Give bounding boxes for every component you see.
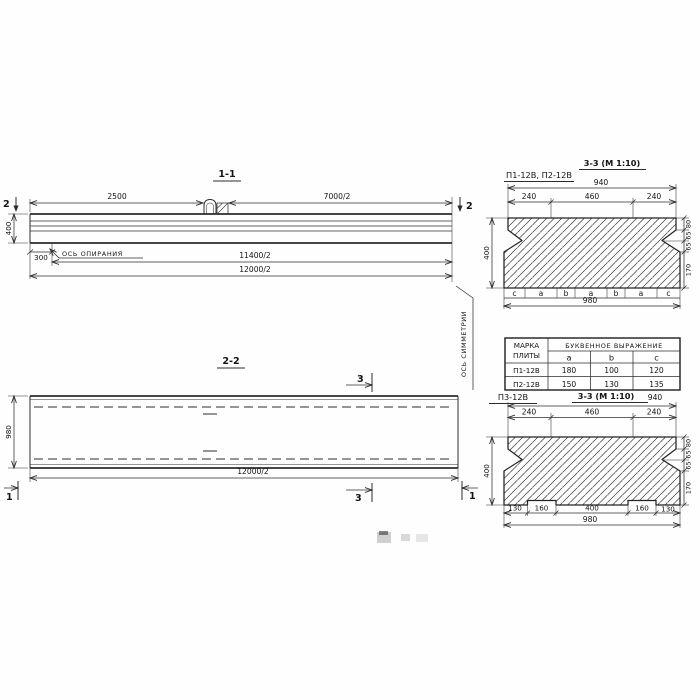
- lower-160a: 160: [534, 503, 549, 513]
- dim-7000-2-label: 7000/2: [323, 192, 351, 201]
- table-col-c: c: [654, 352, 659, 363]
- section-1-1-title: 1-1: [218, 169, 236, 180]
- section-3-3-upper-subtitle: П1-12В, П2-12В: [506, 170, 572, 180]
- cut-marker-3-bottom: [346, 483, 372, 504]
- lower-r170: 170: [684, 481, 693, 495]
- cut-marker-1-right-label: 1: [469, 491, 476, 502]
- section-1-1-view: [3, 169, 473, 282]
- symmetry-axis-label: ОСЬ СИММЕТРИИ: [460, 310, 468, 378]
- section-3-3-upper: [482, 158, 693, 309]
- lower-460-label: 460: [584, 407, 600, 417]
- cut-marker-3-bottom-label: 3: [355, 493, 362, 504]
- plate-table: [505, 338, 680, 390]
- dim-300-bearing: [27, 243, 143, 279]
- symmetry-axis-callout: [456, 286, 473, 390]
- row1-mark: П1-12В: [513, 366, 540, 375]
- dim-11400-2-label: 11400/2: [239, 251, 271, 260]
- upper-r80: 80: [684, 219, 693, 229]
- scan-artifacts: [377, 531, 428, 543]
- lower-940-label: 940: [647, 393, 663, 402]
- table-col-a: a: [566, 352, 572, 363]
- lower-130b: 130: [661, 504, 675, 514]
- upper-r65b: 65: [684, 242, 693, 251]
- cut-marker-1-right: [462, 481, 478, 502]
- dim-12000-2-top-label: 12000/2: [239, 265, 271, 274]
- table-col-b: b: [608, 352, 615, 363]
- section-3-3-upper-title: 3-3 (М 1:10): [583, 158, 641, 168]
- section-2-2-view: [4, 286, 478, 504]
- upper-r170: 170: [684, 263, 693, 277]
- dim-12000-2-plan: [30, 467, 458, 482]
- table-col1-line1: МАРКА: [513, 341, 540, 350]
- lower-r80: 80: [684, 438, 693, 448]
- lower-cross-section: [504, 437, 680, 505]
- cut-marker-2-left: [3, 197, 19, 212]
- lower-top-dims: [508, 402, 676, 437]
- dim-12000-2-top: [30, 265, 452, 276]
- lower-980-label: 980: [582, 515, 598, 524]
- cut-marker-2-left-label: 2: [3, 199, 10, 210]
- row2-c: 135: [649, 380, 664, 389]
- upper-top-dims: [508, 178, 676, 218]
- row2-a: 150: [561, 380, 577, 389]
- row1-a: 180: [561, 366, 577, 375]
- row1-c: 120: [649, 366, 664, 375]
- lower-400-label: 400: [482, 464, 491, 478]
- section-3-3-lower-mark: П3-12В: [497, 392, 529, 402]
- letter-c2: c: [666, 289, 671, 298]
- section-3-3-lower: [482, 391, 693, 528]
- table-row: [513, 380, 664, 389]
- lifting-loop: [204, 200, 228, 215]
- dim-400-left-label: 400: [4, 221, 13, 236]
- cut-marker-3-top: [346, 373, 372, 392]
- dim-980-plan: [4, 396, 28, 468]
- bearing-axis-label: ОСЬ ОПИРАНИЯ: [62, 250, 123, 258]
- scan-artifact: [401, 534, 410, 541]
- lower-160b: 160: [635, 503, 649, 513]
- table-row: [513, 366, 664, 375]
- row1-b: 100: [604, 366, 619, 375]
- letter-c1: c: [512, 289, 517, 298]
- scan-artifact: [379, 531, 388, 535]
- cut-marker-1-left: [4, 481, 18, 503]
- lower-r65a: 65: [684, 450, 693, 459]
- cut-marker-1-left-label: 1: [6, 492, 13, 503]
- scan-artifact: [416, 534, 428, 542]
- upper-cross-section: [504, 218, 680, 288]
- upper-400-label: 400: [482, 246, 491, 260]
- cut-marker-2-right-label: 2: [466, 201, 473, 212]
- row2-mark: П2-12В: [513, 380, 540, 389]
- row2-b: 130: [604, 380, 619, 389]
- upper-980-label: 980: [582, 296, 598, 305]
- dim-2500-label: 2500: [107, 192, 127, 201]
- dim-7000-2: [229, 192, 452, 203]
- upper-940-label: 940: [593, 178, 609, 187]
- upper-r65a: 65: [684, 231, 693, 240]
- letter-b2: b: [613, 289, 619, 298]
- lower-400: 400: [585, 503, 599, 513]
- lower-240b-label: 240: [646, 407, 662, 417]
- letter-a1: a: [538, 289, 544, 298]
- lower-r65b: 65: [684, 461, 693, 470]
- table-col1-line2: ПЛИТЫ: [513, 351, 540, 360]
- upper-240b-label: 240: [646, 192, 662, 201]
- section-2-2-title: 2-2: [222, 356, 240, 367]
- lower-130a: 130: [508, 503, 522, 513]
- letter-a2: a: [588, 289, 594, 298]
- cut-marker-3-top-label: 3: [357, 374, 364, 385]
- letter-b1: b: [563, 289, 569, 298]
- dim-2500: [30, 192, 203, 212]
- letter-a3: a: [638, 289, 644, 298]
- upper-460-label: 460: [584, 192, 600, 201]
- dim-12000-2-plan-label: 12000/2: [237, 467, 269, 476]
- table-group-header: БУКВЕННОЕ ВЫРАЖЕНИЕ: [565, 342, 663, 350]
- lower-240a-label: 240: [521, 407, 537, 417]
- lower-bottom-dims: [504, 503, 680, 528]
- dim-300-label: 300: [34, 253, 48, 262]
- cut-marker-2-right: [457, 197, 472, 212]
- dim-400-left: [4, 214, 28, 243]
- upper-240a-label: 240: [521, 192, 537, 201]
- section-3-3-lower-title: 3-3 (М 1:10): [577, 391, 635, 401]
- dim-980-plan-label: 980: [4, 425, 13, 439]
